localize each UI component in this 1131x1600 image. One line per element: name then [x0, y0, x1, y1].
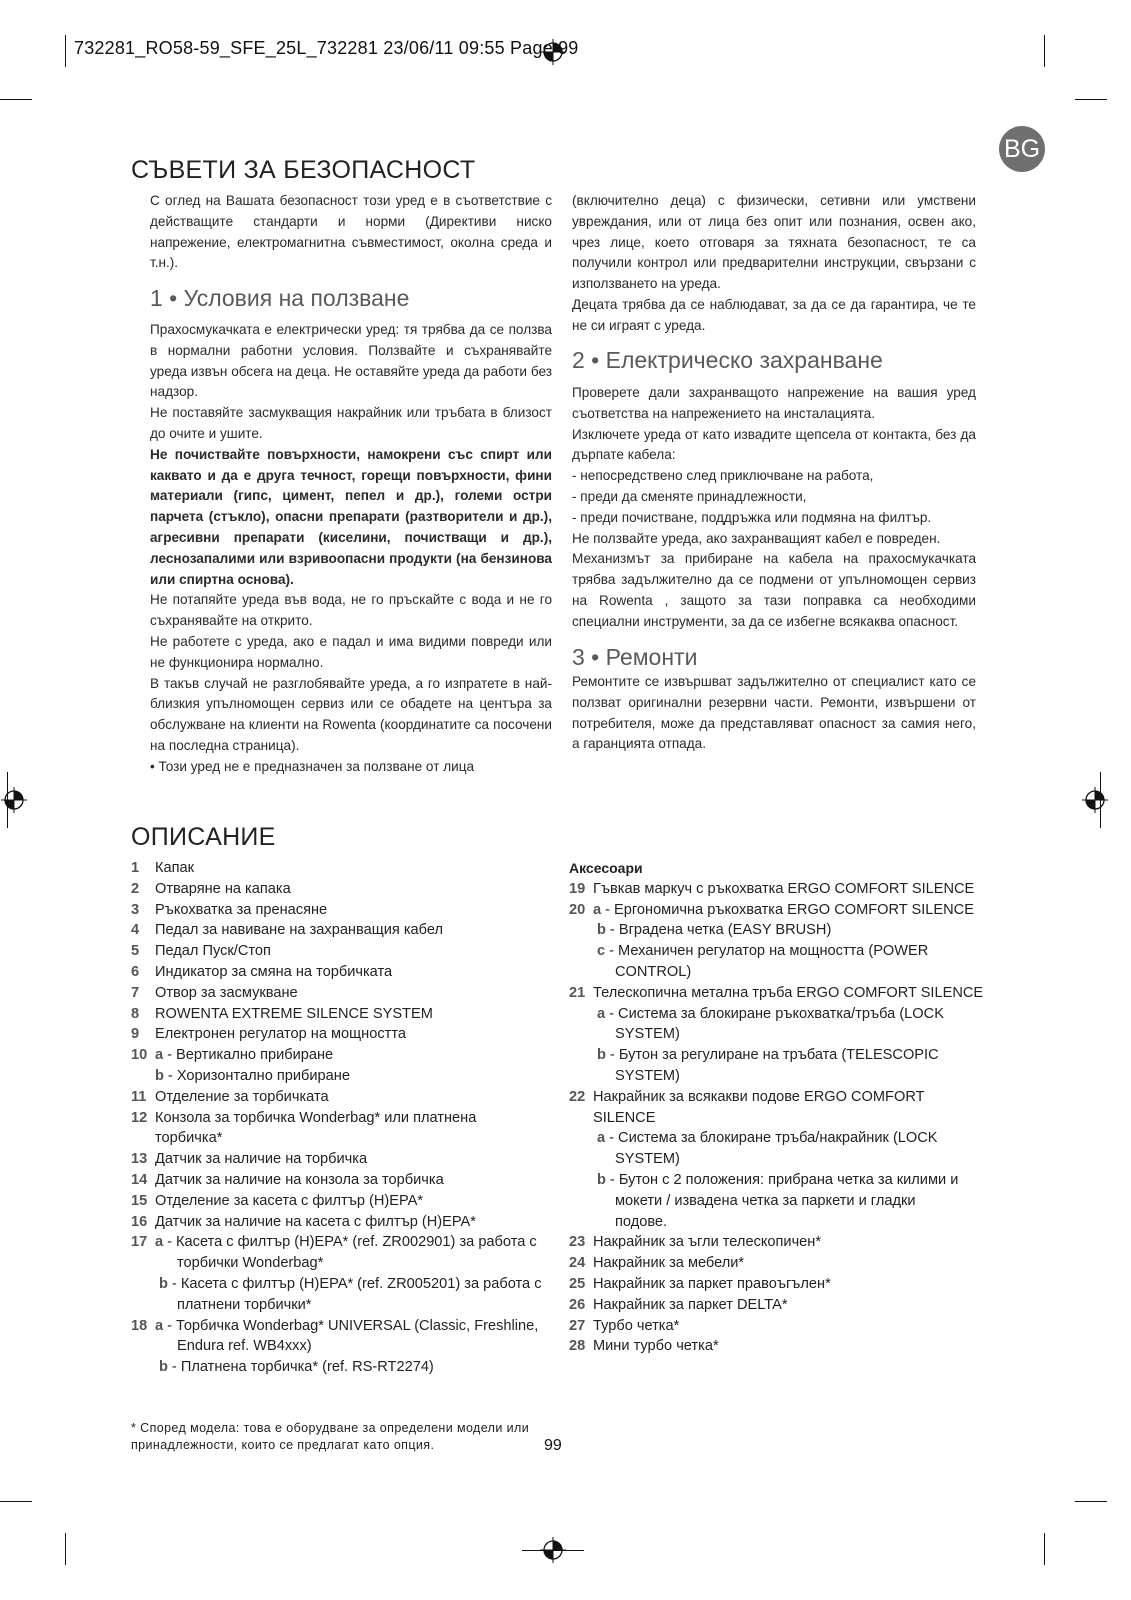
parts-list-accessories [569, 858, 989, 1357]
registration-mark-icon [1, 787, 27, 813]
safety-intro: С оглед на Вашата безопасност този уред е в съответствие с действащите стандарти и норми (Директиви ниско напрежение, електромагнитна съвместимост, околна среда и т.н.). [150, 193, 552, 271]
section-1-title: 1 • Условия на ползване [150, 285, 410, 311]
sub-item-letter: a [597, 1005, 606, 1022]
crop-mark [0, 1501, 32, 1502]
sub-item-letter: b [597, 922, 606, 939]
list-item [131, 920, 551, 941]
item-number: 27 [569, 1317, 586, 1334]
item-text: - Ергономична ръкохватка ERGO COMFORT SILENCE [605, 901, 974, 918]
item-text: SYSTEM) [615, 1151, 680, 1168]
paragraph: Прахосмукачката е електрически уред: тя трябва да се ползва в нормални работни условия. Ползвайте и съхранявайте уреда извън обсега на деца. Не оставяйте уреда да работи без надзор. [150, 322, 552, 400]
crop-mark [1044, 35, 1045, 67]
item-text: - Бутон за регулиране на тръбата (TELESCOPIC [609, 1047, 939, 1064]
list-item [569, 1149, 989, 1170]
item-number: 20 [569, 901, 586, 918]
sub-item-letter: a [155, 1234, 164, 1251]
item-text: ROWENTA EXTREME SILENCE SYSTEM [155, 1005, 433, 1022]
item-text: Индикатор за смяна на торбичката [155, 963, 393, 980]
list-item [131, 1024, 551, 1045]
list-item [131, 1253, 551, 1274]
list-item [569, 1253, 989, 1274]
list-item [131, 1066, 551, 1087]
item-text: Накрайник за всякакви подове ERGO COMFORT [593, 1088, 925, 1105]
item-text: CONTROL) [615, 963, 692, 980]
item-number: 3 [131, 901, 140, 918]
list-item [569, 1191, 989, 1212]
item-text: - Вградена четка (EASY BRUSH) [609, 922, 832, 939]
section-2-title: 2 • Електрическо захранване [572, 347, 883, 373]
item-text: Отвор за засмукване [155, 984, 298, 1001]
item-number: 23 [569, 1234, 586, 1251]
list-item [131, 879, 551, 900]
parts-list-main [131, 858, 551, 1378]
item-text: - Касета с филтър (H)EPA* (ref. ZR005201) за работа с [171, 1275, 542, 1292]
sub-item-letter: b [159, 1275, 168, 1292]
paragraph: Не потапяйте уреда във вода, не го пръскайте с вода и не го съхранявайте на открито. [150, 592, 552, 629]
item-text: SILENCE [593, 1109, 656, 1126]
footnote: * Според модела: това е оборудване за определени модели или принадлежности, които се предлагат като опция. [131, 1421, 530, 1452]
list-item [569, 900, 989, 921]
list-item [569, 879, 989, 900]
item-text: - Механичен регулатор на мощността (POWER [609, 943, 929, 960]
item-number: 2 [131, 880, 140, 897]
item-text: Мини турбо четка* [593, 1338, 719, 1355]
paragraph: Не работете с уреда, ако е падал и има видими повреди или не функционира нормално. [150, 633, 552, 670]
item-text: мокети / извадена четка за паркети и гладки [615, 1192, 916, 1209]
paragraph: В такъв случай не разглобявайте уреда, а го изпратете в най-близкия упълномощен сервиз или се обадете на центъра за обслужване на клиенти на Rowenta (координатите са посочени на последна страница). [150, 675, 552, 753]
item-text: Накрайник за паркет DELTA* [593, 1296, 788, 1313]
item-number: 11 [131, 1088, 147, 1105]
paragraph: Не поставяйте засмукващия накрайник или тръбата в близост до очите и ушите. [150, 405, 552, 441]
item-number: 17 [131, 1234, 148, 1251]
item-text: - Хоризонтално прибиране [167, 1067, 350, 1084]
paragraph-bold-warning: Не почиствайте повърхности, намокрени със спирт или каквато и да е друга течност, горещи повърхности, фини материали (гипс, цимент, пепел и др.), големи остри парчета (стъкло), опасни препарати (разтворители и др.), агресивни препарати (киселини, почистващи и др.), леснозапалими или взривоопасни продукти (на бензинова или спиртна основа). [150, 446, 552, 587]
item-text: Отделение за касета с филтър (H)EPA* [155, 1192, 424, 1209]
safety-title: СЪВЕТИ ЗА БЕЗОПАСНОСТ [131, 156, 476, 184]
list-item [569, 1087, 989, 1108]
item-number: 19 [569, 880, 586, 897]
crop-mark [1075, 99, 1107, 100]
list-item: - преди да сменяте принадлежности, [572, 488, 807, 504]
item-number: 10 [131, 1047, 148, 1064]
item-text: Отделение за торбичката [155, 1088, 329, 1105]
language-badge: BG [999, 126, 1045, 172]
section-3-title: 3 • Ремонти [572, 644, 698, 670]
list-item [569, 1024, 989, 1045]
paragraph: Изключете уреда от като извадите щепсела от контакта, без да дърпате кабела: [572, 426, 976, 463]
item-number: 5 [131, 943, 140, 960]
sub-item-letter: b [597, 1171, 606, 1188]
sub-item-letter: b [155, 1067, 164, 1084]
item-number: 7 [131, 984, 140, 1001]
item-number: 4 [131, 922, 140, 939]
list-item [569, 1274, 989, 1295]
item-number: 12 [131, 1109, 148, 1126]
list-item [131, 1212, 551, 1233]
item-text: торбички Wonderbag* [177, 1255, 324, 1272]
sub-item-letter: b [159, 1359, 168, 1376]
item-text: Педал Пуск/Стоп [155, 943, 271, 960]
item-text: Накрайник за ъгли телескопичен* [593, 1234, 822, 1251]
list-item [569, 1004, 989, 1025]
list-item [569, 1128, 989, 1149]
item-number: 28 [569, 1338, 586, 1355]
item-text: SYSTEM) [615, 1067, 680, 1084]
list-item [131, 962, 551, 983]
item-text: платнени торбички* [177, 1296, 312, 1313]
list-item [569, 920, 989, 941]
list-item [131, 1295, 551, 1316]
list-item [131, 1004, 551, 1025]
item-text: Гъвкав маркуч с ръкохватка ERGO COMFORT SILENCE [593, 880, 975, 897]
item-number: 15 [131, 1192, 148, 1209]
paragraph: Механизмът за прибиране на кабела на прахосмукачката трябва задължително да се подмени от упълномощен сервиз на Rowenta , защото за тази поправка са необходими специални инструменти, за да се избегне всякаква опасност. [572, 551, 976, 629]
item-number: 22 [569, 1088, 586, 1105]
page-number: 99 [544, 1437, 562, 1454]
paragraph: • Този уред не е предназначен за ползване от лица [150, 758, 475, 774]
item-text: Турбо четка* [593, 1317, 680, 1334]
item-number: 6 [131, 963, 140, 980]
list-item [569, 1066, 989, 1087]
accessories-heading: Аксесоари [569, 860, 643, 876]
sub-item-letter: a [155, 1047, 164, 1064]
item-text: - Система за блокиране ръкохватка/тръба (LOCK [609, 1005, 944, 1022]
item-text: - Бутон с 2 положения: прибрана четка за килими и [609, 1171, 959, 1188]
list-item [131, 1232, 551, 1253]
paragraph: Ремонтите се извършват задължително от специалист като се ползват оригинални резервни части. Ремонти, извършени от потребителя, може да представляват опасност за самия него, а гаранцията отпада. [572, 674, 976, 752]
list-item [569, 983, 989, 1004]
paragraph: Проверете дали захранващото напрежение на вашия уред съответства на напрежението на инсталацията. [572, 385, 976, 421]
list-item [131, 900, 551, 921]
safety-right-column [572, 191, 976, 337]
paragraph: Децата трябва да се наблюдават, за да се да гарантира, че те не си играят с уреда. [572, 296, 976, 333]
print-slug: 732281_RO58-59_SFE_25L_732281 23/06/11 09:55 Page 99 [74, 38, 579, 58]
item-text: - Платнена торбичка* (ref. RS-RT2274) [171, 1359, 434, 1376]
item-number: 9 [131, 1026, 140, 1043]
item-text: SYSTEM) [615, 1026, 680, 1043]
item-text: Педал за навиване на захранващия кабел [155, 922, 443, 939]
section-1-body [150, 320, 552, 778]
item-number: 24 [569, 1255, 586, 1272]
list-item [131, 858, 551, 879]
paragraph: Не ползвайте уреда, ако захранващият кабел е повреден. [572, 530, 941, 546]
crop-mark [65, 35, 66, 67]
list-item [569, 1170, 989, 1191]
list-item [569, 1295, 989, 1316]
sub-item-letter: a [593, 901, 602, 918]
list-item [131, 1149, 551, 1170]
list-item [569, 1232, 989, 1253]
list-item [569, 941, 989, 962]
list-item [131, 1274, 551, 1295]
item-number: 18 [131, 1317, 148, 1334]
crop-mark [1075, 1501, 1107, 1502]
sub-item-letter: a [597, 1130, 606, 1147]
item-text: Електронен регулатор на мощността [155, 1026, 406, 1043]
list-item [569, 962, 989, 983]
item-text: Датчик за наличие на конзола за торбичка [155, 1171, 444, 1188]
list-item [569, 1045, 989, 1066]
item-text: Ръкохватка за пренасяне [155, 901, 328, 918]
sub-item-letter: a [155, 1317, 164, 1334]
list-item [131, 983, 551, 1004]
list-item [131, 1191, 551, 1212]
list-item [131, 1087, 551, 1108]
item-text: - Вертикално прибиране [167, 1047, 334, 1064]
item-text: - Касета с филтър (H)EPA* (ref. ZR002901) за работа с [167, 1234, 537, 1251]
item-text: Endura ref. WB4xxx) [177, 1338, 312, 1355]
list-item [131, 941, 551, 962]
list-item [131, 1128, 551, 1149]
item-text: Накрайник за паркет правоъгълен* [593, 1275, 831, 1292]
crop-mark [65, 1533, 66, 1565]
item-number: 16 [131, 1213, 148, 1230]
description-title: ОПИСАНИЕ [131, 823, 276, 851]
item-text: - Система за блокиране тръба/накрайник (LOCK [609, 1130, 938, 1147]
list-item [131, 1336, 551, 1357]
item-number: 8 [131, 1005, 140, 1022]
item-text: Датчик за наличие на касета с филтър (H)EPA* [155, 1213, 476, 1230]
list-item: - непосредствено след приключване на работа, [572, 468, 874, 484]
item-text: Датчик за наличие на торбичка [155, 1151, 368, 1168]
crop-mark [1044, 1533, 1045, 1565]
safety-left-column [150, 191, 552, 274]
item-text: подове. [615, 1213, 668, 1230]
item-number: 1 [131, 860, 140, 876]
item-number: 25 [569, 1275, 586, 1292]
list-item [569, 1108, 989, 1129]
item-text: Накрайник за мебели* [593, 1255, 745, 1272]
list-item [131, 1045, 551, 1066]
item-text: торбичка* [155, 1130, 223, 1147]
item-text: Конзола за торбичка Wonderbag* или платнена [155, 1109, 477, 1126]
sub-item-letter: c [597, 943, 606, 960]
item-text: Отваряне на капака [155, 880, 291, 897]
crop-mark [0, 99, 32, 100]
section-2-body [572, 383, 976, 633]
section-3-body [572, 672, 976, 755]
item-number: 26 [569, 1296, 586, 1313]
list-item [569, 1316, 989, 1337]
item-text: Телескопична метална тръба ERGO COMFORT SILENCE [593, 984, 984, 1001]
item-number: 13 [131, 1151, 148, 1168]
paragraph: (включително деца) с физически, сетивни или умствени увреждания, или от лица без опит или познания, освен ако, чрез лице, което отговаря за тяхната безопасност, те са получили контрол или предварителни инструкции, свързани с използването на уреда. [572, 193, 976, 292]
list-item [131, 1316, 551, 1337]
item-text: Капак [155, 860, 195, 876]
crop-mark [522, 1550, 584, 1551]
list-item [569, 1336, 989, 1357]
list-item [131, 1357, 551, 1378]
item-text: - Торбичка Wonderbag* UNIVERSAL (Classic, Freshline, [167, 1317, 539, 1334]
registration-mark-icon [1082, 787, 1108, 813]
list-item: - преди почистване, поддръжка или подмяна на филтър. [572, 509, 932, 525]
item-number: 21 [569, 984, 586, 1001]
list-item [131, 1170, 551, 1191]
sub-item-letter: b [597, 1047, 606, 1064]
list-item [131, 1108, 551, 1129]
list-item [569, 1212, 989, 1233]
item-number: 14 [131, 1171, 148, 1188]
